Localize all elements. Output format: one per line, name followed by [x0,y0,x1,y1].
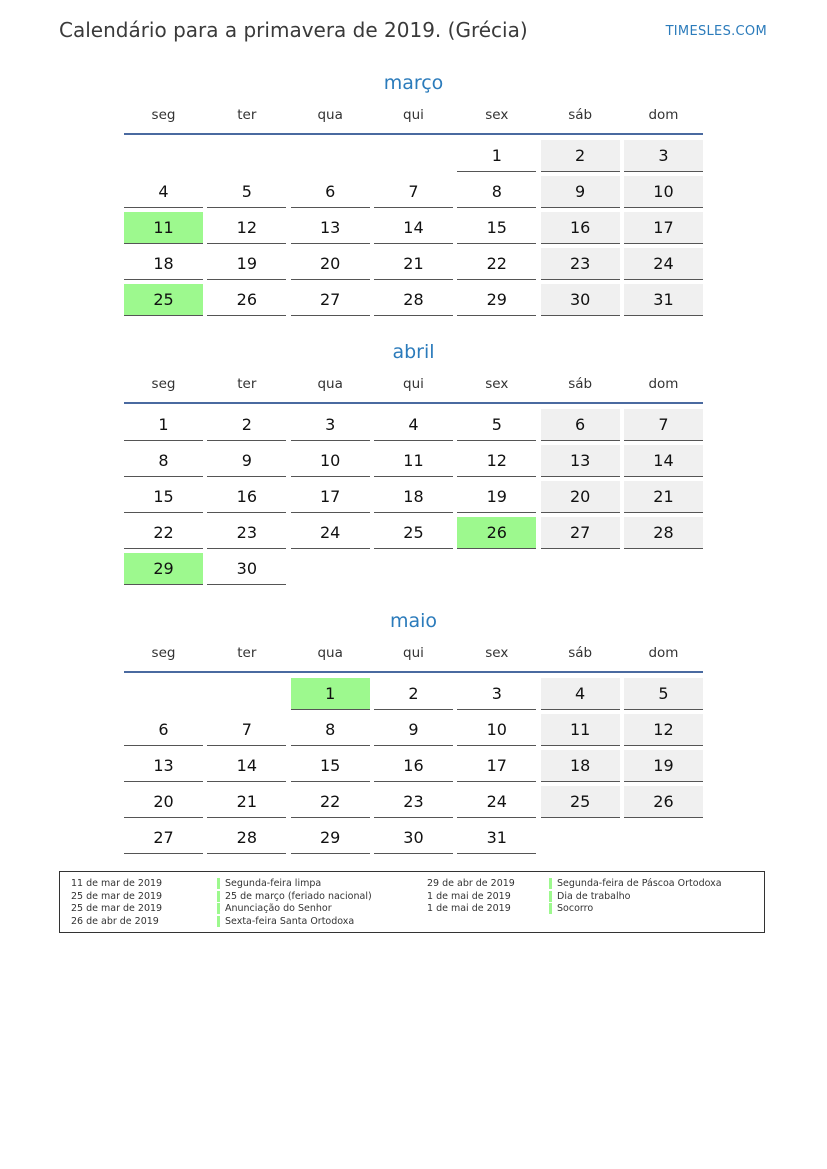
weekday-label: qua [317,376,343,392]
day-cell: 22 [457,248,536,280]
weekday-label: qua [317,645,343,661]
day-cell: 23 [207,517,286,549]
day-cell: 16 [374,750,453,782]
day-cell: 5 [457,409,536,441]
day-cell: 2 [207,409,286,441]
day-cell: 23 [374,786,453,818]
day-cell: 24 [291,517,370,549]
day-cell: 7 [624,409,703,441]
day-cell: 24 [457,786,536,818]
day-cell: 27 [541,517,620,549]
day-cell: 2 [374,678,453,710]
day-cell: 28 [207,822,286,854]
legend-date: 1 de mai de 2019 [427,903,511,914]
holiday-day-cell: 1 [291,678,370,710]
weekday-label: seg [151,107,176,123]
holiday-day-cell: 29 [124,553,203,585]
weekday-header [124,643,703,673]
weekday-label: sex [485,645,509,661]
legend-holiday-name: Segunda-feira limpa [217,878,321,889]
legend-holiday-name: Socorro [549,903,593,914]
weekday-label: sex [485,376,509,392]
day-cell: 10 [624,176,703,208]
day-cell: 31 [457,822,536,854]
day-cell: 8 [291,714,370,746]
day-cell: 26 [624,786,703,818]
day-cell: 12 [624,714,703,746]
day-cell: 4 [124,176,203,208]
legend-holiday-name: Sexta-feira Santa Ortodoxa [217,916,354,927]
empty-day-cell [207,678,286,710]
day-cell: 7 [207,714,286,746]
weekday-label: ter [237,645,257,661]
holiday-day-cell: 26 [457,517,536,549]
day-cell: 24 [624,248,703,280]
day-cell: 21 [374,248,453,280]
day-cell: 17 [624,212,703,244]
weekday-label: dom [648,645,679,661]
day-cell: 11 [374,445,453,477]
day-cell: 5 [207,176,286,208]
day-cell: 22 [291,786,370,818]
weekday-label: qui [403,376,424,392]
day-cell: 25 [374,517,453,549]
weekday-label: seg [151,376,176,392]
day-cell: 4 [374,409,453,441]
day-cell: 30 [541,284,620,316]
day-grid [124,140,703,316]
day-cell: 8 [124,445,203,477]
weekday-label: sáb [568,645,593,661]
legend-holiday-name: Anunciação do Senhor [217,903,332,914]
empty-day-cell [124,140,203,172]
legend-names-left [217,878,372,928]
weekday-header [124,105,703,135]
day-cell: 18 [124,248,203,280]
day-cell: 9 [207,445,286,477]
empty-day-cell [207,140,286,172]
day-cell: 12 [457,445,536,477]
day-cell: 15 [124,481,203,513]
day-cell: 26 [207,284,286,316]
day-cell: 29 [291,822,370,854]
weekday-label: qui [403,107,424,123]
day-cell: 13 [124,750,203,782]
day-cell: 22 [124,517,203,549]
month-title: abril [392,341,435,363]
day-cell: 2 [541,140,620,172]
day-cell: 19 [207,248,286,280]
legend-date: 26 de abr de 2019 [71,915,159,927]
day-cell: 5 [624,678,703,710]
day-cell: 7 [374,176,453,208]
day-cell: 17 [457,750,536,782]
weekday-label: sex [485,107,509,123]
empty-day-cell [291,140,370,172]
day-cell: 25 [541,786,620,818]
day-cell: 9 [374,714,453,746]
holiday-legend [59,871,765,933]
day-cell: 16 [541,212,620,244]
month-march [124,70,703,316]
legend-date: 11 de mar de 2019 [71,878,163,889]
day-cell: 8 [457,176,536,208]
day-cell: 18 [374,481,453,513]
day-cell: 1 [124,409,203,441]
day-cell: 20 [291,248,370,280]
day-cell: 28 [624,517,703,549]
day-cell: 15 [457,212,536,244]
legend-date: 25 de mar de 2019 [71,903,163,914]
day-cell: 23 [541,248,620,280]
weekday-label: seg [151,645,176,661]
day-cell: 10 [291,445,370,477]
day-cell: 20 [124,786,203,818]
day-cell: 14 [207,750,286,782]
day-cell: 27 [291,284,370,316]
day-cell: 18 [541,750,620,782]
legend-dates-left [71,878,162,928]
day-cell: 20 [541,481,620,513]
day-cell: 6 [541,409,620,441]
day-cell: 17 [291,481,370,513]
day-cell: 28 [374,284,453,316]
day-cell: 15 [291,750,370,782]
day-cell: 12 [207,212,286,244]
day-cell: 6 [291,176,370,208]
holiday-day-cell: 25 [124,284,203,316]
weekday-label: sáb [568,376,593,392]
legend-date: 1 de mai de 2019 [427,890,511,902]
empty-day-cell [374,140,453,172]
weekday-label: qui [403,645,424,661]
day-cell: 31 [624,284,703,316]
brand-link[interactable]: TIMESLES.COM [665,24,767,39]
day-cell: 13 [291,212,370,244]
month-may [124,608,703,854]
day-cell: 13 [541,445,620,477]
day-cell: 19 [624,750,703,782]
day-cell: 14 [624,445,703,477]
day-cell: 4 [541,678,620,710]
weekday-label: dom [648,107,679,123]
day-cell: 30 [207,553,286,585]
legend-holiday-name: Segunda-feira de Páscoa Ortodoxa [549,878,722,889]
day-cell: 3 [624,140,703,172]
weekday-label: dom [648,376,679,392]
month-title: maio [389,610,438,632]
month-april [124,339,703,585]
legend-date: 25 de mar de 2019 [71,890,163,902]
day-cell: 16 [207,481,286,513]
day-cell: 3 [291,409,370,441]
legend-names-right [549,878,722,916]
page-title: Calendário para a primavera de 2019. (Grécia) [59,18,528,42]
day-cell: 10 [457,714,536,746]
weekday-label: ter [237,107,257,123]
day-cell: 21 [207,786,286,818]
day-cell: 27 [124,822,203,854]
day-cell: 9 [541,176,620,208]
weekday-label: sáb [568,107,593,123]
weekday-label: qua [317,107,343,123]
day-cell: 29 [457,284,536,316]
day-cell: 1 [457,140,536,172]
day-grid [124,678,703,854]
day-cell: 6 [124,714,203,746]
day-grid [124,409,703,585]
day-cell: 21 [624,481,703,513]
legend-holiday-name: Dia de trabalho [549,891,630,902]
day-cell: 14 [374,212,453,244]
legend-dates-right [427,878,515,916]
weekday-label: ter [237,376,257,392]
legend-date: 29 de abr de 2019 [427,878,515,889]
holiday-day-cell: 11 [124,212,203,244]
day-cell: 19 [457,481,536,513]
month-title: março [383,72,444,94]
legend-holiday-name: 25 de março (feriado nacional) [217,891,372,902]
empty-day-cell [124,678,203,710]
day-cell: 3 [457,678,536,710]
weekday-header [124,374,703,404]
day-cell: 30 [374,822,453,854]
day-cell: 11 [541,714,620,746]
